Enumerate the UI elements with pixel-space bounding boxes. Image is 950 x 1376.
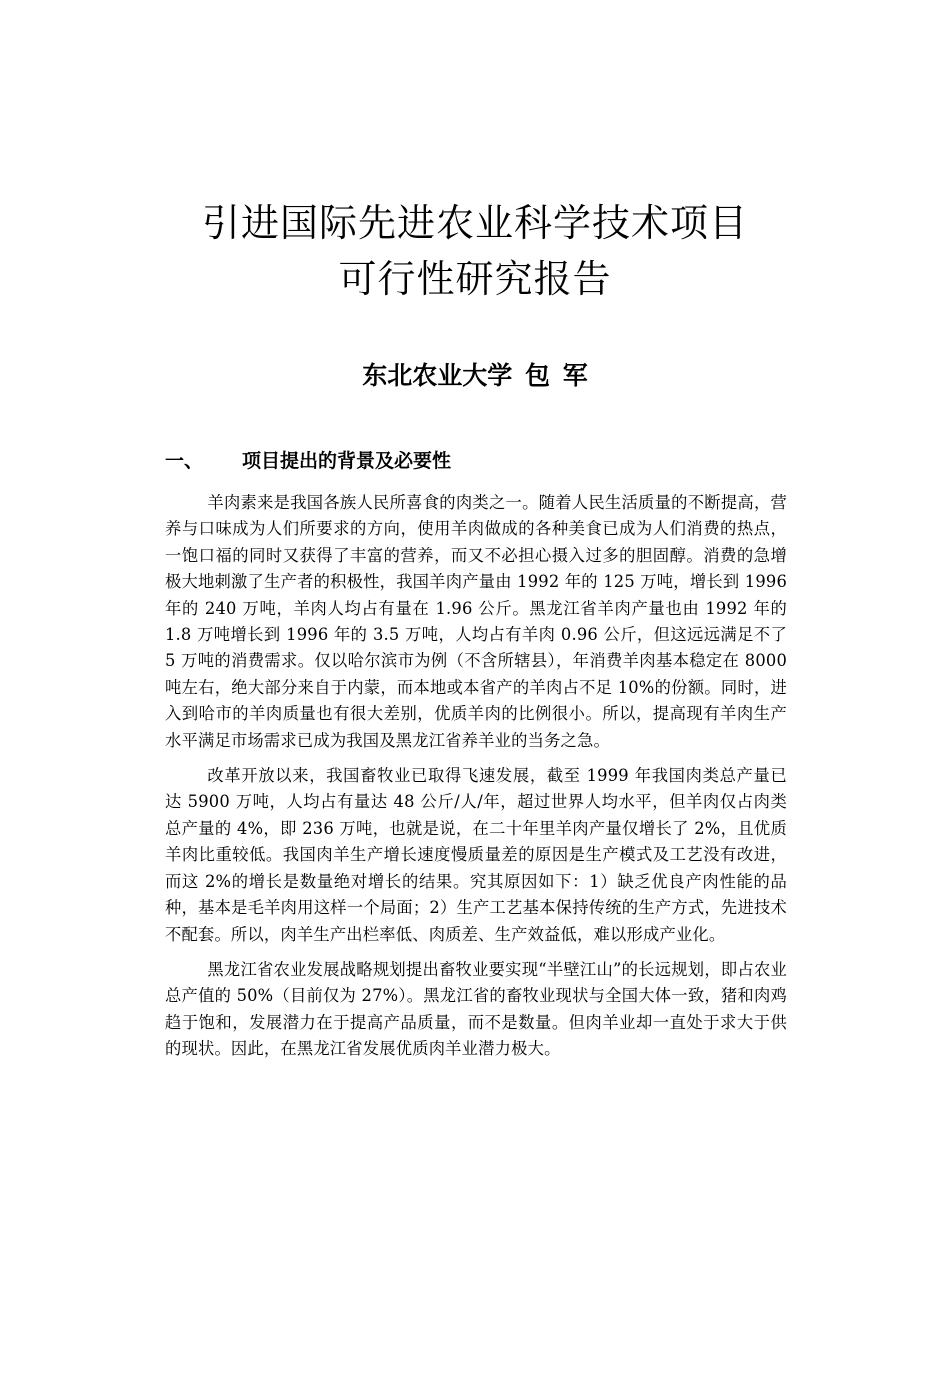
section-title: 项目提出的背景及必要性 — [242, 450, 452, 472]
paragraph-2: 改革开放以来，我国畜牧业已取得飞速发展，截至 1999 年我国肉类总产量已达 5900 万吨，人均占有量达 48 公斤/人/年，超过世界人均水平，但羊肉仅占肉类总产量的 4%，即 236 万吨，也就是说，在二十年里羊肉产量仅增长了 2%，且优质羊肉比重较低。我国肉羊生产增长速度慢质量差的原因是生产模式及工艺没有改进，而这 2%的增长是数量绝对增长的结果。究其原因如下：1）缺乏优良产肉性能的品种，基本是毛羊肉用这样一个局面；2）生产工艺基本保持传统的生产方式，先进技术不配套。所以，肉羊生产出栏率低、肉质差、生产效益低，难以形成产业化。 — [165, 766, 787, 944]
section-heading — [165, 446, 785, 476]
document-title-line-1: 引进国际先进农业科学技术项目 — [201, 201, 748, 245]
paragraph-1: 羊肉素来是我国各族人民所喜食的肉类之一。随着人民生活质量的不断提高，营养与口味成为人们所要求的方向，使用羊肉做成的各种美食已成为人们消费的热点，一饱口福的同时又获得了丰富的营养，而又不必担心摄入过多的胆固醇。消费的急增极大地刺激了生产者的积极性，我国羊肉产量由 1992 年的 125 万吨，增长到 1996 年的 240 万吨，羊肉人均占有量在 1.96 公斤。黑龙江省羊肉产量也由 1992 年的 1.8 万吨增长到 1996 年的 3.5 万吨，人均占有羊肉 0.96 公斤，但这远远满足不了 5 万吨的消费需求。仅以哈尔滨市为例（不含所辖县），年消费羊肉基本稳定在 8000 吨左右，绝大部分来自于内蒙，而本地或本省产的羊肉占不足 10%的份额。同时，进入到哈市的羊肉质量也有很大差别，优质羊肉的比例很小。所以，提高现有羊肉生产水平满足市场需求已成为我国及黑龙江省养羊业的当务之急。 — [165, 493, 787, 750]
section-number: 一、 — [165, 450, 204, 472]
paragraph-3: 黑龙江省农业发展战略规划提出畜牧业要实现“半壁江山”的长远规划，即占农业总产值的 50%（目前仅为 27%）。黑龙江省的畜牧业现状与全国大体一致，猪和肉鸡趋于饱和，发展潜力在于提高产品质量，而不是数量。但肉羊业却一直处于求大于供的现状。因此，在黑龙江省发展优质肉羊业潜力极大。 — [165, 959, 787, 1059]
body-text — [165, 490, 787, 1072]
document-title-line-2: 可行性研究报告 — [338, 257, 612, 301]
author-line: 东北农业大学 包 军 — [362, 361, 588, 390]
